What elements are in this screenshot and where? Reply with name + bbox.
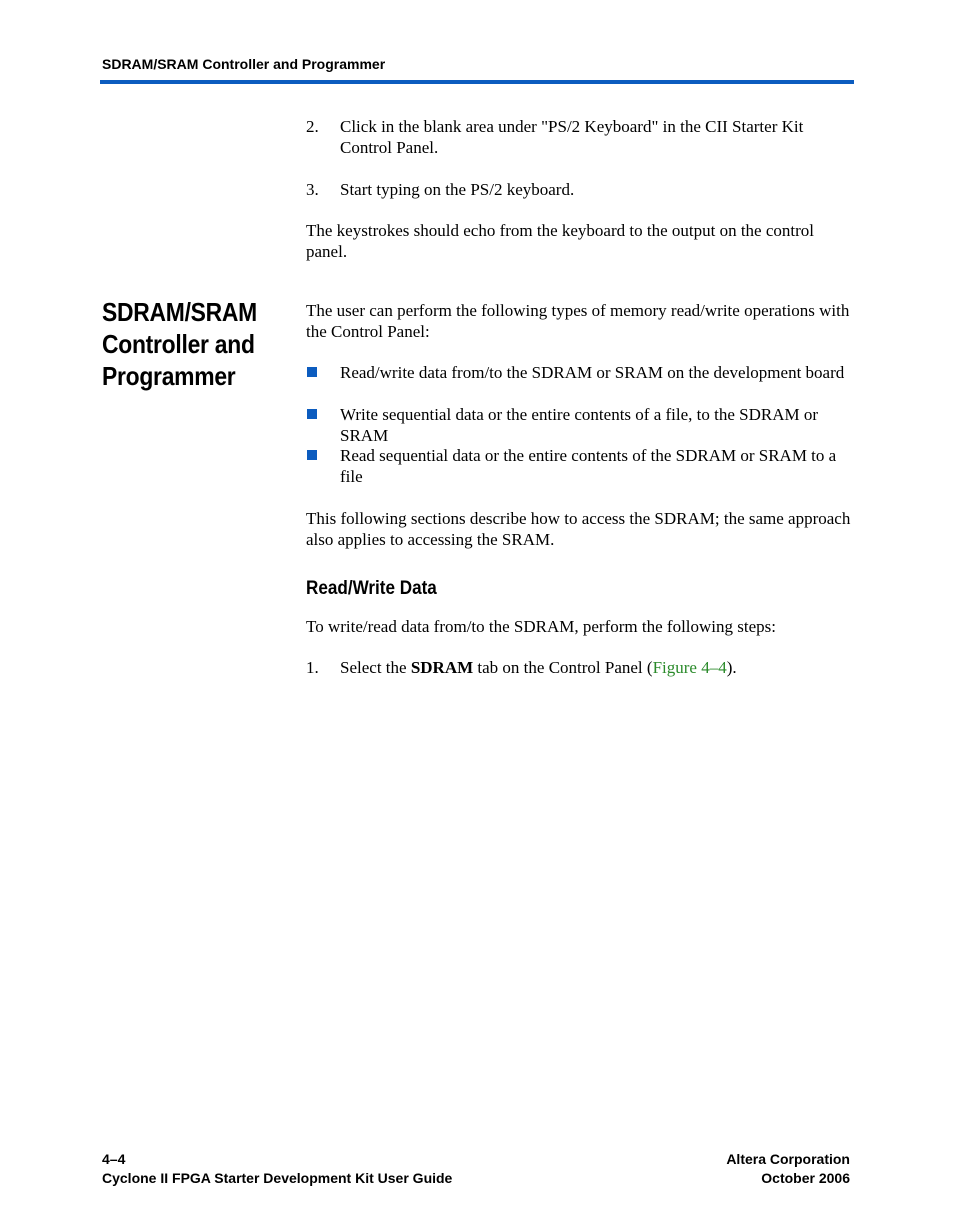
header-rule: [100, 80, 854, 84]
step-number: 1.: [306, 658, 319, 677]
step-number: 2.: [306, 117, 319, 136]
step-text-prefix: Select the: [340, 658, 411, 677]
step-1: [306, 657, 854, 678]
section-intro: The user can perform the following types of memory read/write operations with the Control Panel:: [306, 301, 850, 341]
step-text: [340, 657, 854, 678]
step-2: [306, 116, 854, 158]
footer-right: [726, 1150, 850, 1188]
bullet-square-icon: [307, 409, 317, 419]
subsection-title: Read/Write Data: [306, 578, 437, 599]
publication-date: October 2006: [761, 1170, 850, 1186]
section-title: SDRAM/SRAM Controller and Programmer: [102, 297, 257, 391]
bullet-square-icon: [307, 367, 317, 377]
list-item: [306, 362, 854, 383]
step-text-middle: tab on the Control Panel (: [473, 658, 653, 677]
guide-title: Cyclone II FPGA Starter Development Kit User Guide: [102, 1170, 453, 1186]
bullet-square-icon: [307, 450, 317, 460]
step-3: [306, 179, 854, 200]
intro-paragraph: The keystrokes should echo from the keyboard to the output on the control panel.: [306, 221, 814, 261]
running-header: SDRAM/SRAM Controller and Programmer: [102, 56, 386, 72]
subsection-intro: To write/read data from/to the SDRAM, perform the following steps:: [306, 617, 776, 636]
step-text-suffix: ).: [726, 658, 737, 677]
step-number: 3.: [306, 180, 319, 199]
section-closing: This following sections describe how to access the SDRAM; the same approach also applies to accessing the SRAM.: [306, 509, 851, 549]
step-text: Click in the blank area under "PS/2 Keyboard" in the CII Starter Kit Control Panel.: [340, 117, 804, 157]
figure-link[interactable]: Figure 4–4: [652, 658, 727, 677]
company-name: Altera Corporation: [726, 1151, 850, 1167]
page-number: 4–4: [102, 1151, 126, 1167]
footer-left: [102, 1150, 452, 1188]
step-text: Start typing on the PS/2 keyboard.: [340, 180, 575, 199]
list-item-text: Read sequential data or the entire contents of the SDRAM or SRAM to a file: [340, 446, 837, 486]
list-item-text: Read/write data from/to the SDRAM or SRAM on the development board: [340, 363, 845, 382]
list-item-text: Write sequential data or the entire contents of a file, to the SDRAM or SRAM: [340, 405, 819, 445]
sdram-tab-name: SDRAM: [410, 658, 474, 677]
list-item: [306, 445, 854, 487]
list-item: [306, 404, 854, 446]
